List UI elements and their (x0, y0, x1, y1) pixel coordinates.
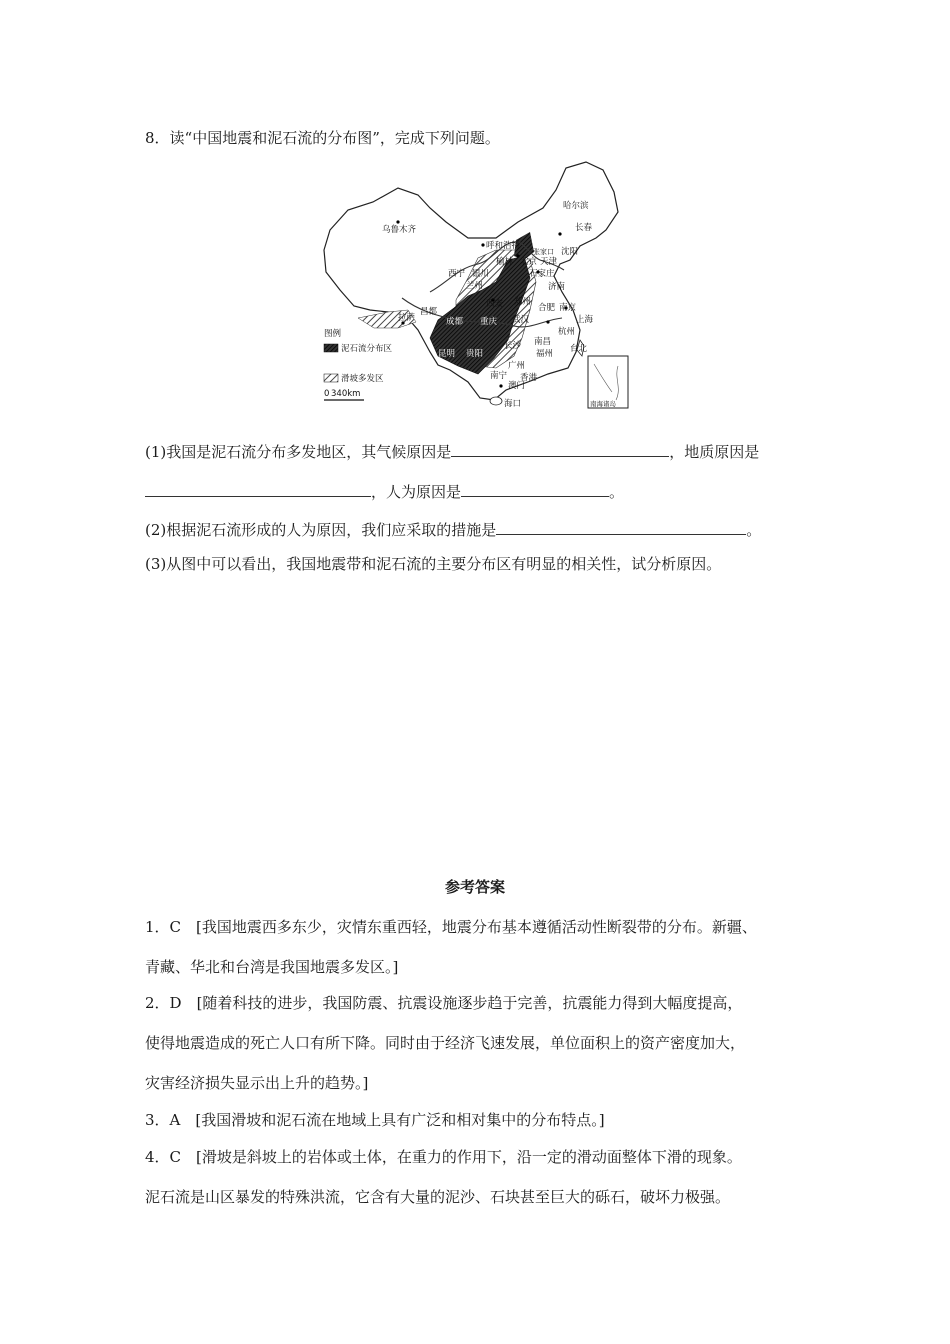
question-2 (145, 520, 761, 540)
q2-text-a: (2)根据泥石流形成的人为原因，我们应采取的措施是 (145, 521, 497, 539)
city-yulin: 榆林 (496, 257, 514, 267)
question-1-line-2 (145, 482, 624, 502)
legend-debris-swatch (324, 344, 338, 352)
city-jinan: 济南 (548, 282, 566, 292)
city-guiyang: 贵阳 (466, 349, 484, 359)
city-shenyang: 沈阳 (561, 247, 579, 257)
q1-text-c: ，人为原因是 (371, 483, 462, 501)
question-3: (3)从图中可以看出，我国地震带和泥石流的主要分布区有明显的相关性，试分析原因。 (145, 555, 722, 573)
answer-2-line-2: 使得地震造成的死亡人口有所下降。同时由于经济飞速发展，单位面积上的资产密度加大， (145, 1034, 746, 1052)
city-hohhot: 呼和浩特 (486, 241, 521, 251)
city-chongqing: 重庆 (480, 317, 498, 327)
city-lanzhou: 兰州 (466, 281, 484, 291)
city-haikou: 海口 (504, 399, 522, 409)
q1-text-d: 。 (609, 483, 625, 501)
city-harbin: 哈尔滨 (563, 201, 589, 211)
city-hefei: 合肥 (538, 303, 556, 313)
city-changdu: 昌都 (420, 307, 438, 317)
city-lhasa: 拉萨 (398, 313, 416, 323)
answer-1-line-2: 青藏、华北和台湾是我国地震多发区。] (145, 958, 399, 976)
city-zhengzhou: 郑州 (514, 297, 532, 307)
q1-blank-geology[interactable] (145, 482, 371, 497)
city-guangzhou: 广州 (508, 361, 526, 371)
city-changchun: 长春 (575, 223, 593, 233)
q2-text-b: 。 (746, 521, 762, 539)
city-changsha: 长沙 (504, 341, 522, 351)
city-taipei: 台北 (570, 344, 588, 354)
hainan-island (490, 397, 502, 405)
answer-3-line-1: 3．A [我国滑坡和泥石流在地域上具有广泛和相对集中的分布特点。] (145, 1111, 605, 1129)
q2-blank-measures[interactable] (496, 520, 746, 535)
city-tianjin: 天津 (540, 257, 558, 267)
answer-2-line-3: 灾害经济损失显示出上升的趋势。] (145, 1074, 369, 1092)
city-hongkong: 香港 (520, 373, 538, 383)
city-shanghai: 上海 (576, 315, 594, 325)
q1-blank-climate[interactable] (451, 442, 669, 457)
city-chengdu: 成都 (446, 317, 464, 327)
q1-text-b: ，地质原因是 (669, 443, 760, 461)
legend-landslide-swatch (324, 374, 338, 382)
answers-title: 参考答案 (444, 878, 505, 896)
city-shijiazhuang: 石家庄 (529, 269, 555, 279)
city-zhangjiakou: 张家口 (533, 248, 554, 256)
city-beijing: 北京 (520, 257, 538, 267)
city-macau: 澳门 (508, 381, 526, 391)
city-wuhan: 武汉 (512, 315, 530, 325)
city-nanjing: 南京 (559, 303, 577, 313)
legend-debris-label: 泥石流分布区 (341, 344, 393, 354)
city-nanning: 南宁 (490, 371, 508, 381)
answer-2-line-1: 2．D [随着科技的进步，我国防震、抗震设施逐步趋于完善，抗震能力得到大幅度提高， (145, 994, 743, 1012)
city-xian: 西安 (486, 299, 504, 309)
q1-text-a: (1)我国是泥石流分布多发地区，其气候原因是 (145, 443, 452, 461)
city-kunming: 昆明 (438, 349, 456, 359)
scale-label: 340km (331, 389, 361, 399)
scale-zero: 0 (324, 389, 330, 399)
city-urumqi: 乌鲁木齐 (382, 225, 417, 235)
city-yinchuan: 银川 (472, 269, 490, 279)
answer-4-line-2: 泥石流是山区暴发的特殊洪流，它含有大量的泥沙、石块甚至巨大的砾石，破坏力极强。 (145, 1188, 731, 1206)
city-xining: 西宁 (448, 269, 466, 279)
answer-1-line-1: 1．C [我国地震西多东少，灾情东重西轻，地震分布基本遵循活动性断裂带的分布。新疆、 (145, 918, 757, 936)
q1-blank-human[interactable] (461, 482, 609, 497)
city-hangzhou: 杭州 (558, 327, 576, 337)
legend-landslide-label: 滑坡多发区 (341, 374, 384, 384)
legend-title: 图例 (324, 329, 342, 339)
answer-4-line-1: 4．C [滑坡是斜坡上的岩体或土体，在重力的作用下，沿一定的滑动面整体下滑的现象。 (145, 1148, 742, 1166)
city-fuzhou: 福州 (536, 349, 554, 359)
inset-label: 南海诸岛 (590, 400, 616, 408)
china-hazard-map (318, 160, 630, 412)
question-1-line-1 (145, 442, 759, 462)
question-prompt: 8．读“中国地震和泥石流的分布图”，完成下列问题。 (145, 129, 500, 147)
city-nanchang: 南昌 (534, 337, 552, 347)
